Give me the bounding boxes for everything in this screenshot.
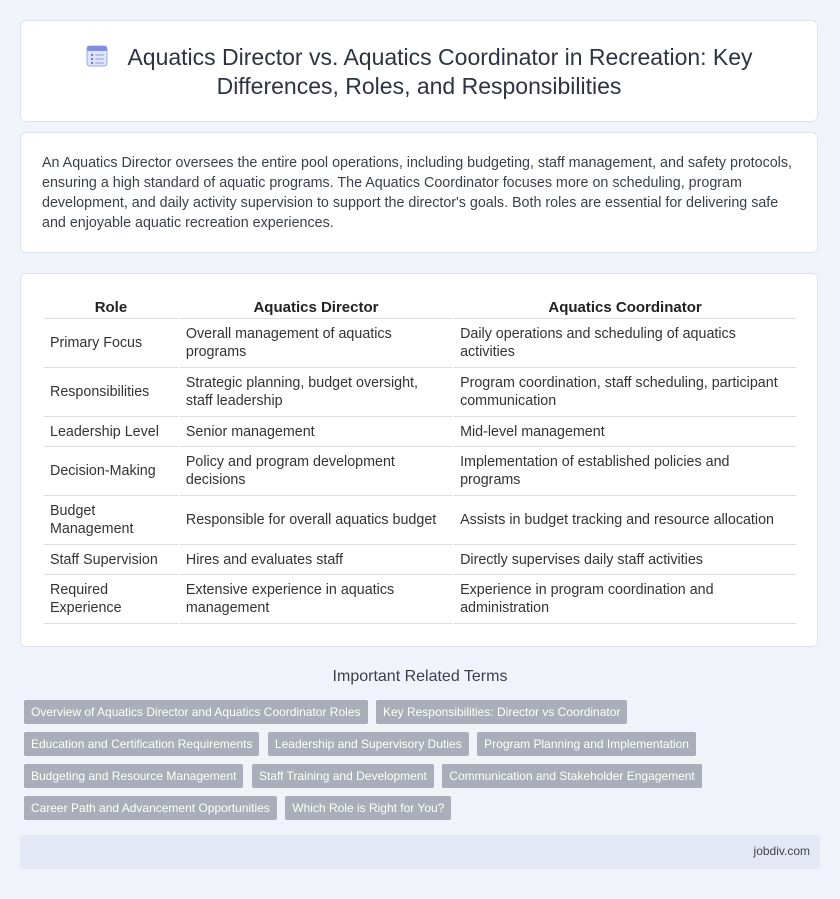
table-row [44,545,796,575]
related-term-tag[interactable]: Program Planning and Implementation [477,732,696,756]
related-term-tag[interactable]: Education and Certification Requirements [24,732,259,756]
related-term-tag[interactable]: Communication and Stakeholder Engagement [442,764,701,788]
table-row [44,447,796,496]
table-cell: Strategic planning, budget oversight, staff leadership [180,368,452,417]
table-header-row [44,296,796,319]
table-cell: Hires and evaluates staff [180,545,452,575]
related-term-tag[interactable]: Leadership and Supervisory Duties [268,732,469,756]
intro-card [20,132,818,253]
table-cell: Responsibilities [44,368,178,417]
column-header: Aquatics Director [180,296,452,319]
table-cell: Staff Supervision [44,545,178,575]
table-cell: Experience in program coordination and administration [454,575,796,624]
table-cell: Decision-Making [44,447,178,496]
related-terms-heading: Important Related Terms [332,668,508,685]
table-cell: Overall management of aquatics programs [180,319,452,368]
table-cell: Responsible for overall aquatics budget [180,496,452,545]
page-title-container [61,43,777,101]
table-cell: Budget Management [44,496,178,545]
table-cell: Policy and program development decisions [180,447,452,496]
table-cell: Senior management [180,417,452,447]
table-cell: Leadership Level [44,417,178,447]
table-row [44,368,796,417]
footer [20,835,820,869]
table-cell: Implementation of established policies and programs [454,447,796,496]
footer-site-link[interactable]: jobdiv.com [753,844,810,858]
column-header: Aquatics Coordinator [454,296,796,319]
page-title: Aquatics Director vs. Aquatics Coordinator in Recreation: Key Differences, Roles, and Responsibilities [127,44,753,99]
table-row [44,417,796,447]
document-list-icon [85,44,109,68]
related-terms-list [24,700,824,828]
table-cell: Required Experience [44,575,178,624]
table-cell: Program coordination, staff scheduling, participant communication [454,368,796,417]
related-term-tag[interactable]: Career Path and Advancement Opportunities [24,796,277,820]
table-cell: Primary Focus [44,319,178,368]
related-term-tag[interactable]: Budgeting and Resource Management [24,764,243,788]
header-card [20,20,818,122]
table-cell: Extensive experience in aquatics management [180,575,452,624]
related-term-tag[interactable]: Key Responsibilities: Director vs Coordinator [376,700,627,724]
intro-text: An Aquatics Director oversees the entire pool operations, including budgeting, staff management, and safety protocols, ensuring a high standard of aquatic programs. The Aquatics Coordinator focuses more on scheduling, program development, and daily activity supervision to support the director's goals. Both roles are essential for delivering safe and enjoyable aquatic recreation experiences. [42,155,792,231]
comparison-table [42,296,798,624]
comparison-card [20,273,818,647]
column-header: Role [44,296,178,319]
table-row [44,575,796,624]
table-cell: Mid-level management [454,417,796,447]
related-term-tag[interactable]: Staff Training and Development [252,764,434,788]
related-term-tag[interactable]: Which Role is Right for You? [285,796,451,820]
table-cell: Assists in budget tracking and resource allocation [454,496,796,545]
table-cell: Directly supervises daily staff activities [454,545,796,575]
table-row [44,319,796,368]
related-term-tag[interactable]: Overview of Aquatics Director and Aquatics Coordinator Roles [24,700,368,724]
table-cell: Daily operations and scheduling of aquatics activities [454,319,796,368]
table-row [44,496,796,545]
